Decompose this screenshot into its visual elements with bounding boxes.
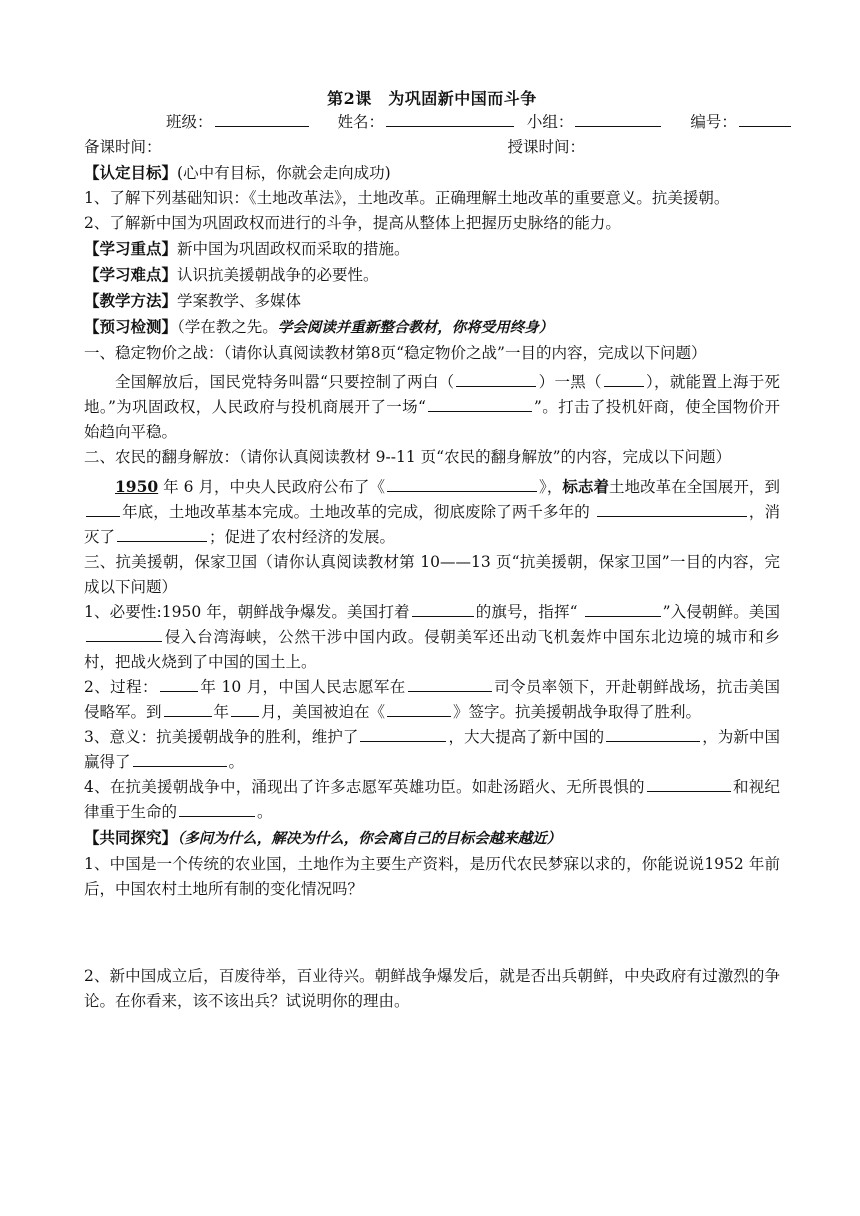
s3-i2-text-6: 》签字。抗美援朝战争取得了胜利。: [453, 703, 702, 721]
s3-blank-prestige[interactable]: [606, 725, 700, 742]
s2-blank-year[interactable]: [86, 500, 120, 517]
class-label: 班级：: [166, 113, 213, 131]
s3-blank-hero-2[interactable]: [179, 800, 255, 817]
goal-item-2: 2、了解新中国为巩固政权而进行的斗争，提高从整体上把握历史脉络的能力。: [84, 214, 621, 232]
section-1-paragraph: [84, 370, 780, 445]
s3-i2-text-2: 年 10 月，中国人民志愿军在: [199, 678, 406, 696]
s3-i4-text-3: 。: [257, 803, 273, 821]
explore-heading-row: [84, 825, 780, 852]
difficulty-heading: 【学习难点】: [84, 265, 178, 284]
s2-blank-eliminated[interactable]: [117, 525, 207, 542]
section-2-heading: 二、农民的翻身解放：（请你认真阅读教材 9--11 页“农民的翻身解放”的内容，完成以下问题）: [84, 448, 732, 466]
explore-note: （多问为什么，解决为什么，你会离自己的目标会越来越近）: [177, 831, 562, 847]
explore-question-2: 2、新中国成立后，百废待举，百业待兴。朝鲜战争爆发后，就是否出兵朝鲜，中央政府有过激烈的争论。在你看来，该不该出兵？试说明你的理由。: [84, 967, 780, 1010]
s3-i4-text-1: 4、在抗美援朝战争中，涌现出了许多志愿军英雄功臣。如赴汤蹈火、无所畏惧的: [84, 778, 645, 796]
number-label: 编号：: [690, 113, 737, 131]
s3-i3-text-3: ，为新中国赢得了: [84, 728, 780, 771]
s3-blank-month[interactable]: [231, 700, 259, 717]
s3-i1-text-4: 侵入台湾海峡，公然干涉中国内政。侵朝美军还出动飞机轰炸中国东北边境的城市和乡村，把战火烧到了中国的国土上。: [84, 628, 780, 671]
s3-i2-text-1: 2、过程：: [84, 678, 158, 696]
s3-blank-year-1[interactable]: [160, 675, 198, 692]
s2-text-4: 年底，土地改革基本完成。土地改革的完成，彻底废除了两千多年的: [122, 503, 595, 521]
method-row: [84, 288, 780, 314]
preview-note-b: 学会阅读并重新整合教材，你将受用终身）: [277, 320, 554, 336]
key-point-row: [84, 236, 780, 262]
s3-blank-maintained[interactable]: [360, 725, 446, 742]
preview-heading: 【预习检测】: [84, 317, 178, 336]
s3-blank-commander[interactable]: [408, 675, 492, 692]
key-point-text: 新中国为巩固政权而采取的措施。: [177, 240, 410, 258]
method-text: 学案教学、多媒体: [177, 292, 302, 310]
number-field[interactable]: [739, 110, 791, 127]
s3-blank-army[interactable]: [585, 600, 661, 617]
s2-text-5: ，消灭了: [84, 503, 780, 546]
s3-i3-text-1: 3、意义：抗美援朝战争的胜利，维护了: [84, 728, 359, 746]
s3-i2-text-4: 年: [213, 703, 230, 721]
explore-question-1: 1、中国是一个传统的农业国，土地作为主要生产资料，是历代农民梦寐以求的，你能说说1952 年前后，中国农村土地所有制的变化情况吗？: [84, 855, 780, 898]
header-row: [84, 110, 780, 135]
s1-text-2: ）一黑（: [538, 373, 602, 391]
difficulty-row: [84, 262, 780, 288]
s3-i4-text-2: 和视纪律重于生命的: [84, 778, 780, 821]
prep-time-label: 备课时间：: [84, 138, 162, 156]
s1-text-3: ），就能置上海于死地。”为巩固政权，人民政府与投机商展开了一场“: [84, 373, 780, 416]
s3-i1-text-1: 1、必要性:1950 年，朝鲜战争爆发。美国打着: [84, 603, 410, 621]
key-point-heading: 【学习重点】: [84, 239, 178, 258]
section-3-item-3: [84, 725, 780, 775]
s3-blank-won[interactable]: [133, 750, 227, 767]
s3-i3-text-4: 。: [228, 753, 245, 771]
s1-blank-battle[interactable]: [428, 395, 532, 412]
s2-text-2: 》，: [539, 478, 563, 496]
goal-item-1: 1、了解下列基础知识：《土地改革法》，土地改革。正确理解土地改革的重要意义。抗美援朝。: [84, 189, 730, 207]
section-2-paragraph: [84, 474, 780, 550]
method-heading: 【教学方法】: [84, 291, 178, 310]
s1-text-1: 全国解放后，国民党特务叫嚣“只要控制了两白（: [115, 373, 455, 391]
s3-blank-hero-1[interactable]: [647, 775, 731, 792]
s3-blank-agreement[interactable]: [387, 700, 451, 717]
s3-i3-text-2: ，大大提高了新中国的: [448, 728, 605, 746]
s3-i2-text-3: 司令员率领下，开赴朝鲜战场，抗击美国侵略军。到: [84, 678, 780, 721]
teach-time-label: 授课时间：: [507, 138, 586, 156]
goals-note: (心中有目标，你就会走向成功): [177, 164, 391, 182]
section-3-heading: 三、抗美援朝，保家卫国（请你认真阅读教材第 10——13 页“抗美援朝，保家卫国”一目的内容，完成以下问题）: [84, 553, 780, 596]
s1-text-4: ”。打击了投机奸商，使全国物价开始趋向平稳。: [84, 398, 780, 441]
s2-blank-system[interactable]: [597, 500, 747, 517]
worksheet-page: [84, 88, 780, 1014]
difficulty-text: 认识抗美援朝战争的必要性。: [177, 266, 379, 284]
preview-row: [84, 314, 780, 341]
s3-i2-text-5: 月，美国被迫在《: [261, 703, 386, 721]
s3-blank-banner[interactable]: [412, 600, 474, 617]
section-3-item-4: [84, 775, 780, 825]
s1-blank-one-black[interactable]: [604, 370, 644, 387]
s1-blank-two-whites[interactable]: [456, 370, 536, 387]
section-3-item-1: [84, 600, 780, 675]
class-field[interactable]: [215, 110, 309, 127]
s2-bold-text: 标志着: [562, 477, 610, 496]
s3-i1-text-3: ”入侵朝鲜。美国: [662, 603, 780, 621]
s2-blank-law[interactable]: [387, 475, 537, 492]
s3-blank-year-2[interactable]: [164, 700, 212, 717]
s2-text-3: 土地改革在全国展开，到: [609, 478, 780, 496]
group-label: 小组：: [526, 113, 574, 131]
s2-text-1: 年 6 月，中央人民政府公布了《: [158, 478, 385, 496]
answer-space-1[interactable]: [84, 902, 780, 964]
s2-year: 1950: [115, 477, 159, 496]
s2-text-6: ；促进了农村经济的发展。: [209, 528, 396, 546]
s3-blank-fleet[interactable]: [86, 625, 162, 642]
s3-i1-text-2: 的旗号，指挥“: [475, 603, 583, 621]
explore-heading: 【共同探究】: [84, 828, 178, 847]
goals-heading-row: [84, 160, 780, 186]
section-3-item-2: [84, 675, 780, 725]
group-field[interactable]: [575, 110, 661, 127]
name-field[interactable]: [386, 110, 514, 127]
section-1-heading: 一、稳定物价之战：（请你认真阅读教材第8页“稳定物价之战”一目的内容，完成以下问题）: [84, 344, 707, 362]
time-row: [84, 135, 780, 160]
name-label: 姓名：: [337, 113, 384, 131]
goals-heading: 【认定目标】: [84, 163, 178, 182]
page-title: 第2课 为巩固新中国而斗争: [327, 89, 537, 108]
preview-note-a: （学在教之先。: [177, 318, 278, 336]
